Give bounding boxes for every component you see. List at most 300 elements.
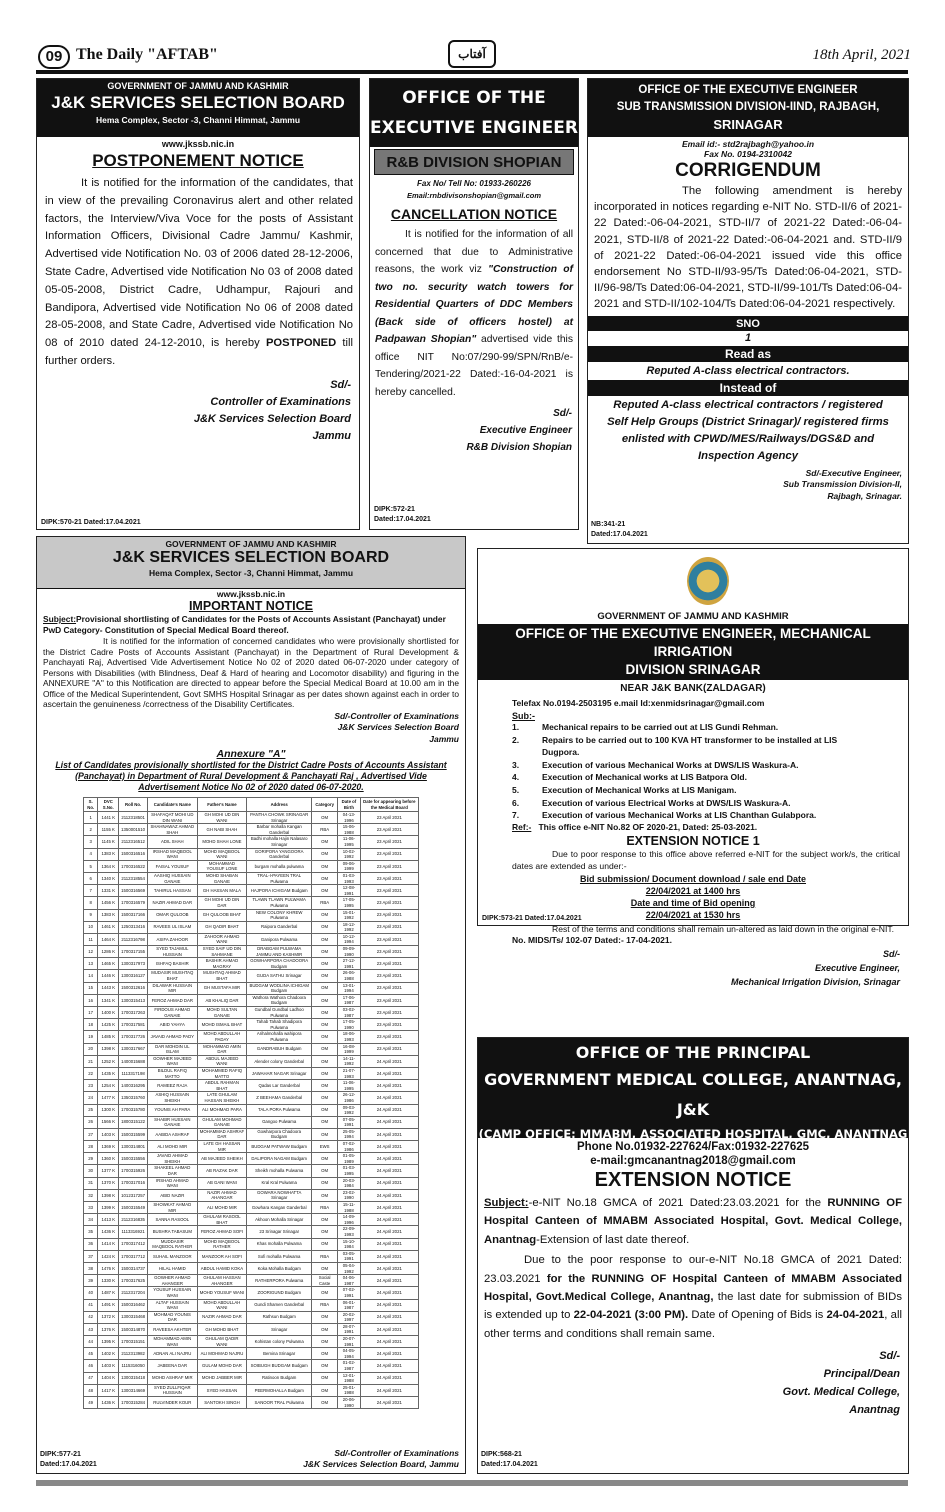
table-row [84, 1214, 419, 1226]
table-cell: RBA [312, 824, 338, 836]
table-cell: 23 April 2021 [360, 1007, 418, 1019]
table-cell: 24 April 2021 [360, 1275, 418, 1287]
table-cell: OM [312, 885, 338, 897]
table-cell: GULAM MOHD DAR [197, 1360, 247, 1372]
table-cell: 35 [84, 1226, 98, 1238]
table-row [84, 1275, 419, 1287]
table-cell: 28-07-1991 [338, 1323, 360, 1335]
table-cell: JAWAHAR NAGAR Srinagar [247, 1067, 312, 1079]
list-item: 5. Execution of Mechanical Works at LIS Manigam. [512, 784, 737, 795]
ad4-subject: Subject:Provisional shortlisting of Candidates for the Posts of Accounts Assistant (Panchayat) under PwD Category- Constitution of Special Medical Board thereof. [43, 614, 446, 635]
ad4-end-signature: Sd/-Controller of Examinations J&K Services Selection Board, Jammu [303, 1448, 459, 1469]
table-cell: 2112316835 [119, 1214, 148, 1226]
table-cell: PANTHA CHOWK SRINAGAR Srinagar [247, 812, 312, 824]
table-cell: 42 [84, 1311, 98, 1323]
table-cell: 1369 K [98, 1141, 119, 1153]
table-cell: OM [312, 836, 338, 848]
ad5-signature: Sd/- Executive Engineer, Mechanical Irrigation Division, Srinagar [730, 948, 900, 987]
table-cell: 22-09-1993 [338, 1226, 360, 1238]
table-cell: AB GANI WANI [197, 1177, 247, 1189]
table-cell: 15-06-1988 [338, 824, 360, 836]
table-cell: 1456 K [98, 897, 119, 909]
table-cell: 1417 K [98, 1384, 119, 1396]
table-cell: 1500312616 [119, 982, 148, 994]
table-cell: OM [312, 1153, 338, 1165]
table-cell: 1400316295 [119, 1080, 148, 1092]
table-row [84, 1323, 419, 1335]
table-cell: OM [312, 1287, 338, 1299]
table-cell: ABID YAHYA [148, 1019, 198, 1031]
table-cell: 10 [84, 921, 98, 933]
table-cell: 1500314737 [119, 1262, 148, 1274]
table-cell: GH QULOOB BHAT [197, 909, 247, 921]
table-cell: 7 [84, 885, 98, 897]
table-cell: 24 April 2021 [360, 1202, 418, 1214]
table-cell: 14-11-1992 [338, 1055, 360, 1067]
table-cell: OM [312, 1007, 338, 1019]
table-cell: OM [312, 933, 338, 945]
table-cell: 21-07-1993 [338, 1067, 360, 1079]
table-cell: ASIFA ZAHOOR [148, 933, 198, 945]
table-cell: OM [312, 848, 338, 860]
table-cell: 8 [84, 897, 98, 909]
ad6-body: Due to the poor response to our-e-NIT No.18 GMCA of 2021 Dated: 23.03.2021 for the RUNNING OF Hospital Canteen of MMABM Associated Hospital, Govt.Medical College, Anantnag, the last date for submission of BIDs is extended up to 22-04-2021 (3:00 PM). Date of Opening of Bids is 24-04-2021, all other terms and conditions shall remain same. [484, 1254, 902, 1340]
table-cell: 1465 K [98, 958, 119, 970]
table-cell: 25-05-1994 [338, 1128, 360, 1140]
table-cell: 1446 K [98, 970, 119, 982]
table-cell: BUDGAM PATWAW Budgam [247, 1141, 312, 1153]
ad3-table: SNO 1 Read as Reputed A-class electrical contractors. Instead of Reputed A-class electrical contractors / registered Self Help Groups (District Srinagar)/ registered firms enlisted with CPWD/MES/Railways/DGS&D and Inspection Agency [588, 316, 908, 466]
table-cell: 24 April 2021 [360, 1104, 418, 1116]
table-cell: Sheikh mohalla Pulwama [247, 1165, 312, 1177]
table-cell: 01-03-1995 [338, 1165, 360, 1177]
table-cell: 07-05-1991 [338, 1116, 360, 1128]
table-cell: GH QADIR BHAT [197, 921, 247, 933]
table-cell: GH HASSAN MALA [197, 885, 247, 897]
table-cell: 1435 K [98, 1067, 119, 1079]
table-cell: DRABGAM PULWAMA JAMMU AND KASHMIR [247, 946, 312, 958]
annexure-column-header: DVC S.No. [98, 798, 119, 812]
table-cell: Social Caste [312, 1275, 338, 1287]
table-cell: 20-02-1997 [338, 1311, 360, 1323]
table-cell: 1383 K [98, 909, 119, 921]
table-cell: Gundi Shamen Ganderbal [247, 1299, 312, 1311]
table-cell: 1300315413 [119, 994, 148, 1006]
table-cell: 1403 K [98, 1360, 119, 1372]
table-cell: MOHMAD YOUNIS DAR [148, 1311, 198, 1323]
table-cell: 2112313982 [119, 1348, 148, 1360]
table-cell: 19 [84, 1031, 98, 1043]
table-cell: 46 [84, 1360, 98, 1372]
table-cell: 1500316569 [119, 885, 148, 897]
table-cell: 1300317973 [119, 958, 148, 970]
table-cell: RAVEES UL ISLAM [148, 921, 198, 933]
ad6-email: e-mail:gmcanantnag2018@gmail.com [590, 1155, 796, 1167]
table-cell: MOHD ABDULLAH WANI [197, 1299, 247, 1311]
ad2-signature: Sd/- Executive Engineer R&B Division Shopian [466, 408, 572, 453]
table-cell: GANDRABUH Budgam [247, 1043, 312, 1055]
table-cell: GHULAM HASSAN AHANGER [197, 1275, 247, 1287]
table-row [84, 885, 419, 897]
table-row [84, 1336, 419, 1348]
table-cell: 24 April 2021 [360, 1336, 418, 1348]
table-cell: 1340 K [98, 872, 119, 884]
table-cell: 04-06-1987 [338, 1275, 360, 1287]
table-row [84, 860, 419, 872]
table-cell: Z BEEHAMA Ganderbal [247, 1092, 312, 1104]
table-cell: 45 [84, 1348, 98, 1360]
table-cell: 1700317155 [119, 946, 148, 958]
table-row [84, 933, 419, 945]
table-cell: GH MOHD BHAT [197, 1323, 247, 1335]
table-cell: Badhi mohalla Hajin Nalasaro Srinagar [247, 836, 312, 848]
table-row [84, 1165, 419, 1177]
table-cell: SANNA RASOOL [148, 1214, 198, 1226]
table-cell: 1425 K [98, 1019, 119, 1031]
table-cell: 1395 K [98, 1336, 119, 1348]
table-cell: GOWHARPORA CHADOORA Budgam [247, 958, 312, 970]
ad5-gov: GOVERNMENT OF JAMMU AND KASHMIR [597, 611, 789, 622]
page-number: 09 [38, 45, 70, 69]
table-cell: 24 April 2021 [360, 1372, 418, 1384]
table-cell: 1566 K [98, 1116, 119, 1128]
table-cell: 1254 K [98, 1080, 119, 1092]
table-row [84, 1311, 419, 1323]
table-row [84, 1019, 419, 1031]
table-cell: HILAL HAMID [148, 1262, 198, 1274]
table-cell: 13 [84, 958, 98, 970]
table-row [84, 1384, 419, 1396]
mechanical-irrigation-ad [477, 548, 909, 987]
table-cell: 01-02-1987 [338, 1360, 360, 1372]
table-cell: FIRDOUS AHMAD GANAIE [148, 1007, 198, 1019]
table-row [84, 1397, 419, 1409]
table-cell: ASHIQ HUSSAIN SHEIKH [148, 1092, 198, 1104]
table-cell: 1350315760 [119, 1092, 148, 1104]
table-cell: 26-12-1986 [338, 1092, 360, 1104]
table-cell: OMAR QULOOB [148, 909, 198, 921]
table-cell: TAHIRUL HASSAN [148, 885, 198, 897]
table-cell: 2112316512 [119, 836, 148, 848]
issue-date: 18th April, 2021 [812, 47, 911, 63]
ad2-fax: Fax No/ Tell No: 01933-260226 [417, 179, 531, 188]
table-cell: GH MOHI UD DIN DAR [197, 897, 247, 909]
table-cell: 1364 K [98, 860, 119, 872]
table-row [84, 1128, 419, 1140]
table-cell: Kral Kral Pulwama [247, 1177, 312, 1189]
table-cell: 23 April 2021 [360, 824, 418, 836]
table-cell: 12-01-1988 [338, 1372, 360, 1384]
table-cell: OM [312, 1104, 338, 1116]
table-cell: MOHAMMAD AMIN DAR [197, 1043, 247, 1055]
table-cell: 1377 K [98, 1165, 119, 1177]
table-cell: Qadas Lar Ganderbal [247, 1080, 312, 1092]
table-cell: SYED HASSAN [197, 1384, 247, 1396]
ad3-email: Email id:- std2rajbagh@yahoo.in [681, 139, 815, 149]
table-cell: 24 April 2021 [360, 1360, 418, 1372]
ad1-title: J&K SERVICES SELECTION BOARD [51, 93, 345, 112]
table-cell: 23-02-1990 [338, 1189, 360, 1201]
ad5-dates: Bid submission/ Document download / sale end Date 22/04/2021 at 1400 hrs Date and time of Bid opening 22/04/2021 at 1530 hrs [579, 873, 807, 920]
table-cell: 09-06-1999 [338, 860, 360, 872]
table-cell: 23 April 2021 [360, 897, 418, 909]
table-cell: 23 [84, 1080, 98, 1092]
table-cell: HAJPORA ICHIGAM Budgam [247, 885, 312, 897]
table-cell: MOHD YOUSUF WANI [197, 1287, 247, 1299]
ad2-footer: DIPK:572-21 Dated:17.04.2021 [374, 506, 431, 523]
table-cell: BUDGAM WODLINA ICHIGAM Budgam [247, 982, 312, 994]
table-cell: 24 April 2021 [360, 1214, 418, 1226]
table-cell: YOUSUF HUSSAIN WANI [148, 1287, 198, 1299]
table-cell: OM [312, 1092, 338, 1104]
table-cell: 5 [84, 860, 98, 872]
table-row [84, 897, 419, 909]
table-row [84, 1238, 419, 1250]
ad4-footer: DIPK:577-21 Dated:17.04.2021 [40, 1451, 97, 1468]
table-cell: ALTAF HUSSAIN WANI [148, 1299, 198, 1311]
ad5-body: Due to poor response to this office above referred e-NIT for the subject work/s, the critical dates are extended as under:- [512, 848, 900, 871]
annexure-column-header: Address [247, 798, 312, 812]
table-cell: 23 April 2021 [360, 872, 418, 884]
table-cell: 1476 K [98, 1262, 119, 1274]
table-cell: 32 [84, 1189, 98, 1201]
table-row [84, 812, 419, 824]
table-cell: DAR MOHDIN UL ISLAM [148, 1043, 198, 1055]
table-cell: 40 [84, 1287, 98, 1299]
table-cell: 44 [84, 1336, 98, 1348]
table-cell: 24 April 2021 [360, 1238, 418, 1250]
table-cell: ALI MOHMAD NAJRU [197, 1348, 247, 1360]
table-cell: OM [312, 1055, 338, 1067]
ad2-division: R&B DIVISION SHOPIAN [374, 149, 574, 175]
table-cell: 23 April 2021 [360, 1031, 418, 1043]
annexure-column-header: Roll No. [119, 798, 148, 812]
table-cell: AASHIQ HUSSAIN GANAIE [148, 872, 198, 884]
table-cell: 09-03-1992 [338, 1104, 360, 1116]
table-cell: SHAKEEL AHMAD DAR [148, 1165, 198, 1177]
annexure-subtitle: List of Candidates provisionally shortlisted for the District Cadre Posts of Accounts Assistant (Panchayat) in Department of Rural Development & Panchayati Raj , Advertised Vide Advertisement Notice No 02 of 2020 dated 06-07-2020. [55, 760, 447, 792]
table-cell: MOHD ABDULLAH PADAY [197, 1031, 247, 1043]
table-cell: 1113316921 [119, 1226, 148, 1238]
ad5-near: NEAR J&K BANK(ZALDAGAR) [620, 683, 766, 694]
newspaper-name: The Daily "AFTAB" [76, 46, 218, 63]
table-cell: 1477 K [98, 1092, 119, 1104]
ad1-address: Hema Complex, Sector -3, Channi Himmat, Jammu [95, 115, 301, 125]
table-cell: Rathsun Budgam [247, 1311, 312, 1323]
table-cell: OM [312, 1080, 338, 1092]
table-cell: 12 [84, 946, 98, 958]
table-cell: 20-03-1984 [338, 1177, 360, 1189]
ad5-footer: DIPK:573-21 Dated:17.04.2021 [482, 915, 582, 922]
ad6-banner: OFFICE OF THE PRINCIPAL GOVERNMENT MEDICAL COLLEGE, ANANTNAG, J&K (CAMP OFFICE: MMABM, ASSOCIATED HOSPITAL, GMC, ANANTNAG [478, 1038, 908, 1138]
table-cell: 16-08-1999 [338, 1043, 360, 1055]
table-cell: Ratinoon Budgam [247, 1372, 312, 1384]
cancellation-notice-ad [369, 78, 579, 530]
table-cell: PEERMOHALLA Budgam [247, 1384, 312, 1396]
table-cell: 24 April 2021 [360, 1141, 418, 1153]
ad2-body: It is notified for the information of all concerned that due to Administrative reasons, the work viz "Construction of two no. security watch towers for Residential Quarters of DDC Members (Back side of officers hostel) at Padpawan Shopian" advertised vide this office NIT No:07/290-99/SPN/RnB/e-Tendering/2021-22 Dated:-16-04-2021 is hereby cancelled. [375, 229, 573, 398]
table-cell: 1700315780 [119, 1104, 148, 1116]
table-row [84, 1262, 419, 1274]
table-cell: 3 [84, 836, 98, 848]
table-cell: SHAFAQAT MOHI UD DIN WANI [148, 812, 198, 824]
table-cell: 24 April 2021 [360, 1250, 418, 1262]
table-cell: Barbar mohalla Kangan Ganderbal [247, 824, 312, 836]
table-cell: MUDASIR MUSHTAQ BHAT [148, 970, 198, 982]
table-cell: 23 April 2021 [360, 909, 418, 921]
table-cell: 1300314801 [119, 1141, 148, 1153]
ad2-email: Email:rnbdivisonshopian@gmail.com [406, 191, 541, 200]
table-cell: 28 [84, 1141, 98, 1153]
table-cell: MOHD SHAH LONE [197, 836, 247, 848]
table-cell: IRSHAD MAQBOOL WANI [148, 848, 198, 860]
table-cell: TLAWN TLAWN PULWAMA Pulwama [247, 897, 312, 909]
table-cell: NAZIR AHMAD DAR [148, 897, 198, 909]
table-cell: 1252 K [98, 1055, 119, 1067]
table-cell: 07-02-1986 [338, 1141, 360, 1153]
table-cell: 1500316516 [119, 848, 148, 860]
list-item: 1. Mechanical repairs to be carried out at LIS Gundi Rehman. [512, 722, 779, 732]
table-cell: 37 [84, 1250, 98, 1262]
table-cell: OM [312, 946, 338, 958]
ad5-notice-title: EXTENSION NOTICE 1 [626, 833, 760, 848]
table-cell: 18-12-1992 [338, 921, 360, 933]
list-item: 4. Execution of Mechanical works at LIS Batpora Old. [512, 772, 747, 783]
table-row [84, 970, 419, 982]
table-cell: TALA PORA Pulwama [247, 1104, 312, 1116]
ad3-signature: Sd/-Executive Engineer, Sub Transmission Division-II, Rajbagh, Srinagar. [783, 467, 902, 501]
table-cell: RBA [312, 1299, 338, 1311]
table-cell: OM [312, 1031, 338, 1043]
table-cell: LATE GH HASSAN MIR [197, 1141, 247, 1153]
table-row [84, 994, 419, 1006]
ad3-body: The following amendment is hereby incorporated in notices regarding e-NIT No. STD-II/6 of 2021-22 Dated:-06-04-2021, STD-II/7 of 2021-22 Dated:-06-04-2021, STD-II/8 of 2021-22 Dated:-06-04-2021 and. STD-II/9 of 2021-22 Dated:-06-04-2021 issued vide this office endorsement No STD-II/93-95/Ts Dated:06-04-2021, STD-II/96-98/Ts Dated:06-04-2021, STD-II/99-101/Ts Dated:06-04-2021 and STD-II/102-104/Ts Dated:06-04-2021 respectively. [594, 185, 902, 311]
table-cell: 1500315599 [119, 1128, 148, 1140]
table-cell: 1491 K [98, 1299, 119, 1311]
newspaper-logo: آفتاب [448, 40, 496, 68]
table-cell: SANTOKH SINGH [197, 1397, 247, 1409]
table-cell: 34 [84, 1214, 98, 1226]
table-cell: 1500317166 [119, 909, 148, 921]
ad2-banner: OFFICE OF THE EXECUTIVE ENGINEER [370, 79, 578, 147]
table-row [84, 946, 419, 958]
table-cell: 18 [84, 1019, 98, 1031]
table-cell: 23 April 2021 [360, 946, 418, 958]
table-cell: OM [312, 1189, 338, 1201]
table-cell: 1341 K [98, 994, 119, 1006]
table-cell: Gowhara Kangan Ganderbal [247, 1202, 312, 1214]
table-cell: 26 [84, 1116, 98, 1128]
table-cell: 22 [84, 1067, 98, 1079]
table-cell: 1300315418 [119, 1372, 148, 1384]
table-row [84, 1250, 419, 1262]
table-cell: OM [312, 1165, 338, 1177]
table-cell: Kohistan colony Pulwama [247, 1336, 312, 1348]
table-cell: MOHAMMAD ASHRAF DAR [197, 1128, 247, 1140]
table-cell: 23 April 2021 [360, 860, 418, 872]
table-cell: ZAHOOR AHMAD WANI [197, 933, 247, 945]
table-cell: 1404 K [98, 1372, 119, 1384]
table-cell: GH MUSTAFA MIR [197, 982, 247, 994]
ad4-signature: Sd/-Controller of Examinations J&K Services Selection Board Jammu [334, 710, 459, 744]
table-cell: OM [312, 921, 338, 933]
table-cell: RAVEESA AKHTER [148, 1323, 198, 1335]
ad6-phone: Phone No.01932-227624/Fax:01932-227625 [576, 1141, 810, 1153]
table-cell: 43 [84, 1323, 98, 1335]
ad5-banner: OFFICE OF THE EXECUTIVE ENGINEER, MECHANICAL IRRIGATION DIVISION SRINAGAR [478, 624, 908, 680]
table-cell: 24 April 2021 [360, 1128, 418, 1140]
table-cell: 24 April 2021 [360, 1226, 418, 1238]
table-cell: GOWARA NOWHATTA Srinagar [247, 1189, 312, 1201]
table-cell: 26-06-1988 [338, 970, 360, 982]
table-cell: ALI MOHMAD PARA [197, 1104, 247, 1116]
table-cell: 10-02-1992 [338, 848, 360, 860]
table-cell: MOHD JABBER MIR [197, 1372, 247, 1384]
table-row [84, 1189, 419, 1201]
table-row [84, 1287, 419, 1299]
table-cell: 2112317204 [119, 1287, 148, 1299]
table-cell: Ganipora Pulwama [247, 933, 312, 945]
table-cell: 23 April 2021 [360, 994, 418, 1006]
table-cell: 1 [84, 812, 98, 824]
table-cell: GHULAM QADIR WANI [197, 1336, 247, 1348]
table-cell: 9 [84, 909, 98, 921]
table-cell: 1436 K [98, 1397, 119, 1409]
table-cell: JAVAID AHMAD PADY [148, 1031, 198, 1043]
table-cell: OM [312, 1226, 338, 1238]
table-cell: OM [312, 812, 338, 824]
table-cell: 29 [84, 1153, 98, 1165]
table-cell: RAMEEZ RAJA [148, 1080, 198, 1092]
table-cell: 30 [84, 1165, 98, 1177]
annexure-title: Annexure "A" [216, 748, 286, 760]
table-cell: MOHAMMAD AMIN WANI [148, 1336, 198, 1348]
table-cell: 1300316127 [119, 970, 148, 982]
table-row [84, 1043, 419, 1055]
table-cell: GORIPORA YANGOORA Ganderbal [247, 848, 312, 860]
table-cell: 1700315151 [119, 1336, 148, 1348]
table-cell: 4 [84, 848, 98, 860]
table-cell: 1700315926 [119, 1165, 148, 1177]
table-cell: 23 April 2021 [360, 848, 418, 860]
table-row [84, 958, 419, 970]
ad5-order-no: No. MIDS/Ts/ 102-07 Dated:- 17-04-2021. [512, 934, 672, 945]
table-cell: 1403 K [98, 1128, 119, 1140]
ad4-body: It is notified for the information of concerned candidates who were provisionally shortlisted for the District Cadre Posts of Accounts Assistant (Panchayat) in the Department of Rural Development & Panchayati Raj, Advertised Vide Advertisement Notice No 02 of 2020 dated 06-07-2020 under category of Persons with Disabilities (with Blindness, Deaf & Hard of hearing and Locomotor disability) and figuring in the ANNEXURE "A" to this Notification are directed to appear before the Special Medical Board at 10.00 am in the Office of the Medical Superintendent, Govt SMHS Hospital Srinagar as per dates shown against each in order to ascertain the genuineness /correctness of the Disability Certificates. [43, 636, 459, 709]
ad1-gov: GOVERNMENT OF JAMMU AND KASHMIR [107, 81, 289, 91]
table-cell: 09-09-1990 [338, 946, 360, 958]
table-cell: 1400 K [98, 1007, 119, 1019]
table-cell: 41 [84, 1299, 98, 1311]
table-cell: burgam mohalla pulwama [247, 860, 312, 872]
table-cell: 1700316522 [119, 860, 148, 872]
table-cell: 24 April 2021 [360, 1153, 418, 1165]
table-cell: 23 April 2021 [360, 1019, 418, 1031]
table-cell: 1250313416 [119, 921, 148, 933]
table-cell: 1500316462 [119, 1299, 148, 1311]
table-cell: Tahab Tahab Shadipora Pulwama [247, 1019, 312, 1031]
table-cell: 1800315122 [119, 1116, 148, 1128]
ad4-notice-title: IMPORTANT NOTICE [188, 599, 314, 613]
footer-rule [36, 1480, 908, 1486]
table-cell: ZOORIGUND Budgam [247, 1287, 312, 1299]
table-cell: OM [312, 1067, 338, 1079]
table-cell: 1413 K [98, 1214, 119, 1226]
table-cell: 1360 K [98, 1153, 119, 1165]
table-cell: Khas mohalla Pulwama [247, 1238, 312, 1250]
table-cell: RBA [312, 1250, 338, 1262]
table-cell: Bemina Srinagar [247, 1348, 312, 1360]
